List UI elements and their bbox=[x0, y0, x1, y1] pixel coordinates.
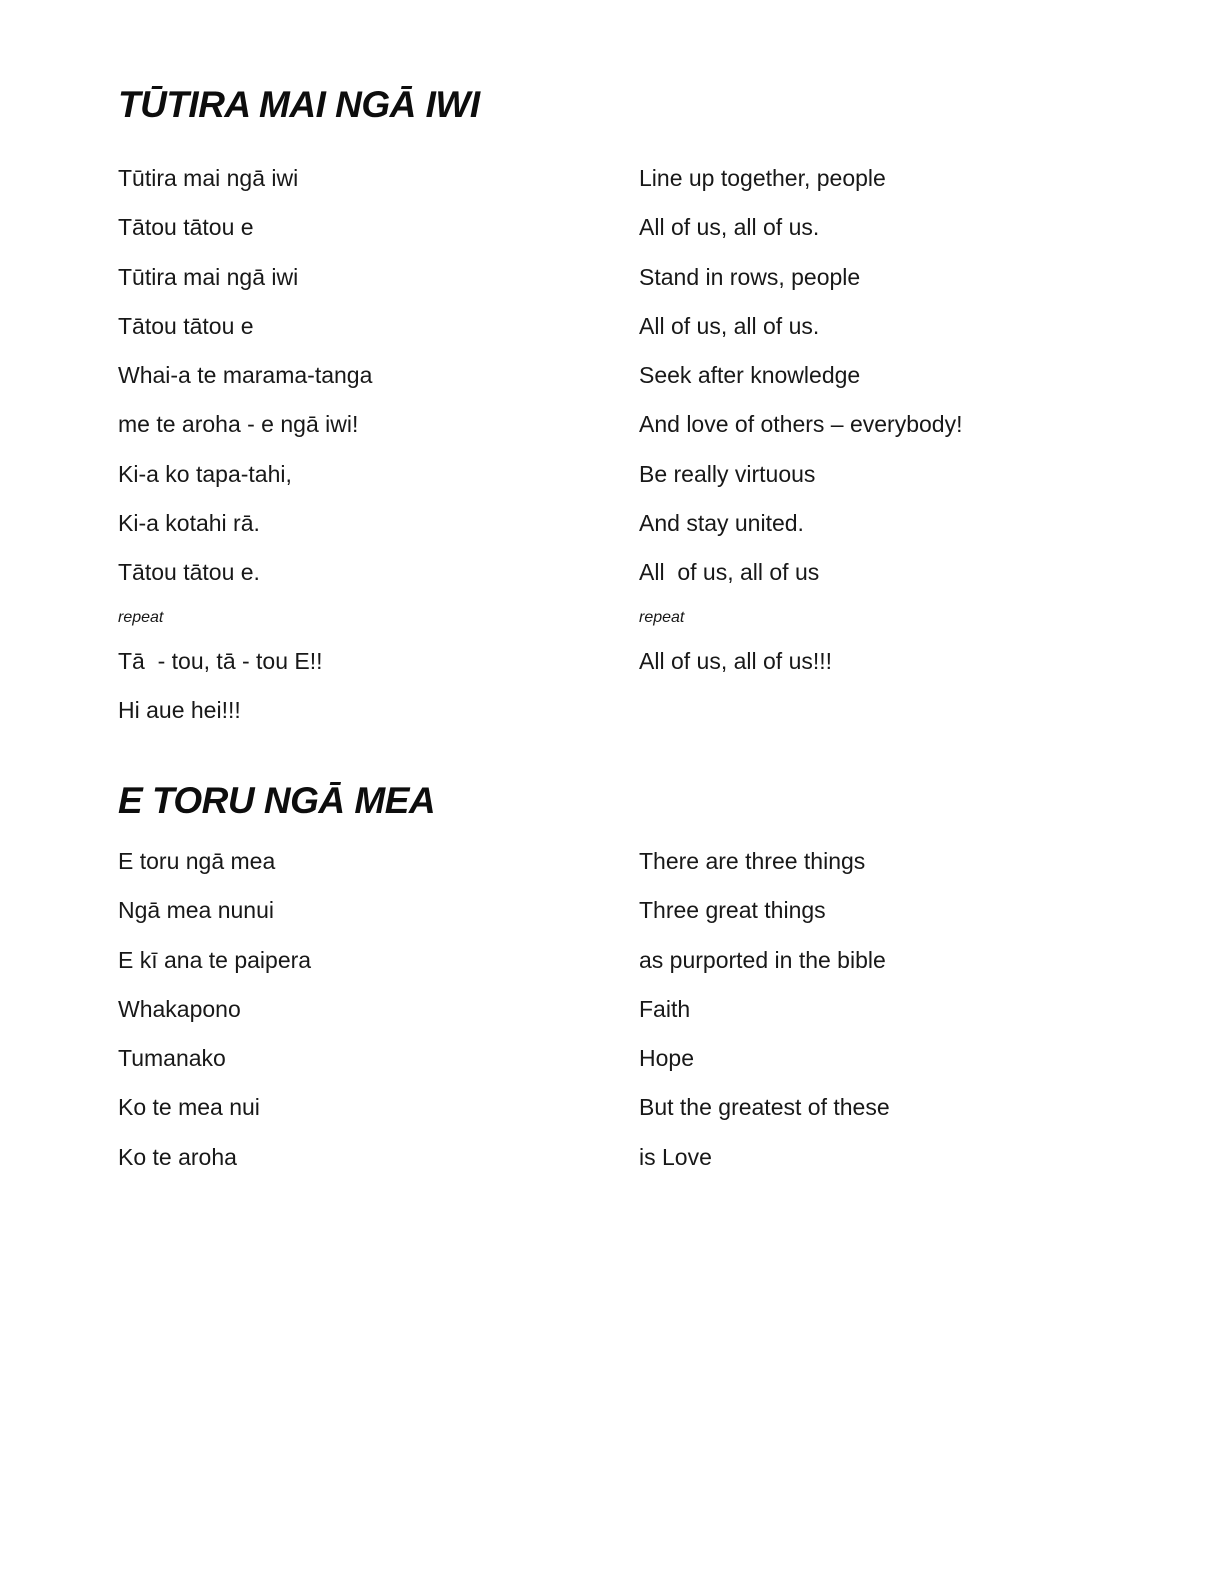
lyric-line-english: as purported in the bible bbox=[639, 946, 886, 973]
english-translation-column bbox=[639, 837, 1099, 1182]
lyric-line-maori: Tumanako bbox=[118, 1045, 226, 1072]
lyric-line-english: All of us, all of us!!! bbox=[639, 647, 833, 674]
lyric-line-maori: Tā - tou, tā - tou E!! bbox=[118, 647, 323, 674]
lyric-line-maori: Whakapono bbox=[118, 995, 241, 1022]
song-title: E TORU NGĀ MEA bbox=[118, 780, 436, 821]
lyric-line-english: Hope bbox=[639, 1045, 694, 1072]
repeat-note: repeat bbox=[118, 608, 164, 626]
maori-lyrics-column bbox=[118, 154, 618, 735]
lyric-line-maori: Tātou tātou e. bbox=[118, 559, 260, 586]
lyric-line-english: Stand in rows, people bbox=[639, 263, 861, 290]
lyric-line-maori: Tātou tātou e bbox=[118, 214, 254, 241]
lyric-line-english: All of us, all of us bbox=[639, 559, 820, 586]
lyric-line-english: Three great things bbox=[639, 897, 826, 924]
lyric-line-english: Seek after knowledge bbox=[639, 362, 861, 389]
lyric-line-english: Be really virtuous bbox=[639, 460, 816, 487]
song-title: TŪTIRA MAI NGĀ IWI bbox=[118, 84, 480, 125]
lyric-line-maori: Tūtira mai ngā iwi bbox=[118, 263, 299, 290]
maori-lyrics-column bbox=[118, 837, 618, 1182]
lyric-line-maori: me te aroha - e ngā iwi! bbox=[118, 411, 359, 438]
lyric-line-maori: Hi aue hei!!! bbox=[118, 696, 241, 723]
lyric-line-english: There are three things bbox=[639, 848, 866, 874]
lyric-line-maori: E kī ana te paipera bbox=[118, 946, 312, 973]
lyric-line-english: All of us, all of us. bbox=[639, 312, 820, 339]
lyric-line-maori: Ko te aroha bbox=[118, 1143, 237, 1170]
lyric-line-maori: Tūtira mai ngā iwi bbox=[118, 165, 299, 191]
lyric-line-maori: Ki-a ko tapa-tahi, bbox=[118, 460, 292, 487]
lyric-line-english: And stay united. bbox=[639, 510, 804, 537]
lyric-line-maori: Ko te mea nui bbox=[118, 1094, 260, 1121]
lyric-line-maori: Ngā mea nunui bbox=[118, 897, 274, 924]
repeat-note: repeat bbox=[639, 608, 685, 626]
lyric-line-english: But the greatest of these bbox=[639, 1094, 890, 1121]
lyric-line-maori: E toru ngā mea bbox=[118, 848, 276, 874]
lyric-line-english: All of us, all of us. bbox=[639, 214, 820, 241]
lyric-line-maori: Ki-a kotahi rā. bbox=[118, 510, 260, 537]
lyric-line-english: And love of others – everybody! bbox=[639, 411, 963, 438]
english-translation-column bbox=[639, 154, 1099, 686]
lyric-line-english: Line up together, people bbox=[639, 165, 886, 191]
lyric-line-english: Faith bbox=[639, 995, 691, 1022]
lyric-line-maori: Tātou tātou e bbox=[118, 312, 254, 339]
lyric-line-maori: Whai-a te marama-tanga bbox=[118, 362, 373, 389]
lyric-line-english: is Love bbox=[639, 1143, 712, 1170]
